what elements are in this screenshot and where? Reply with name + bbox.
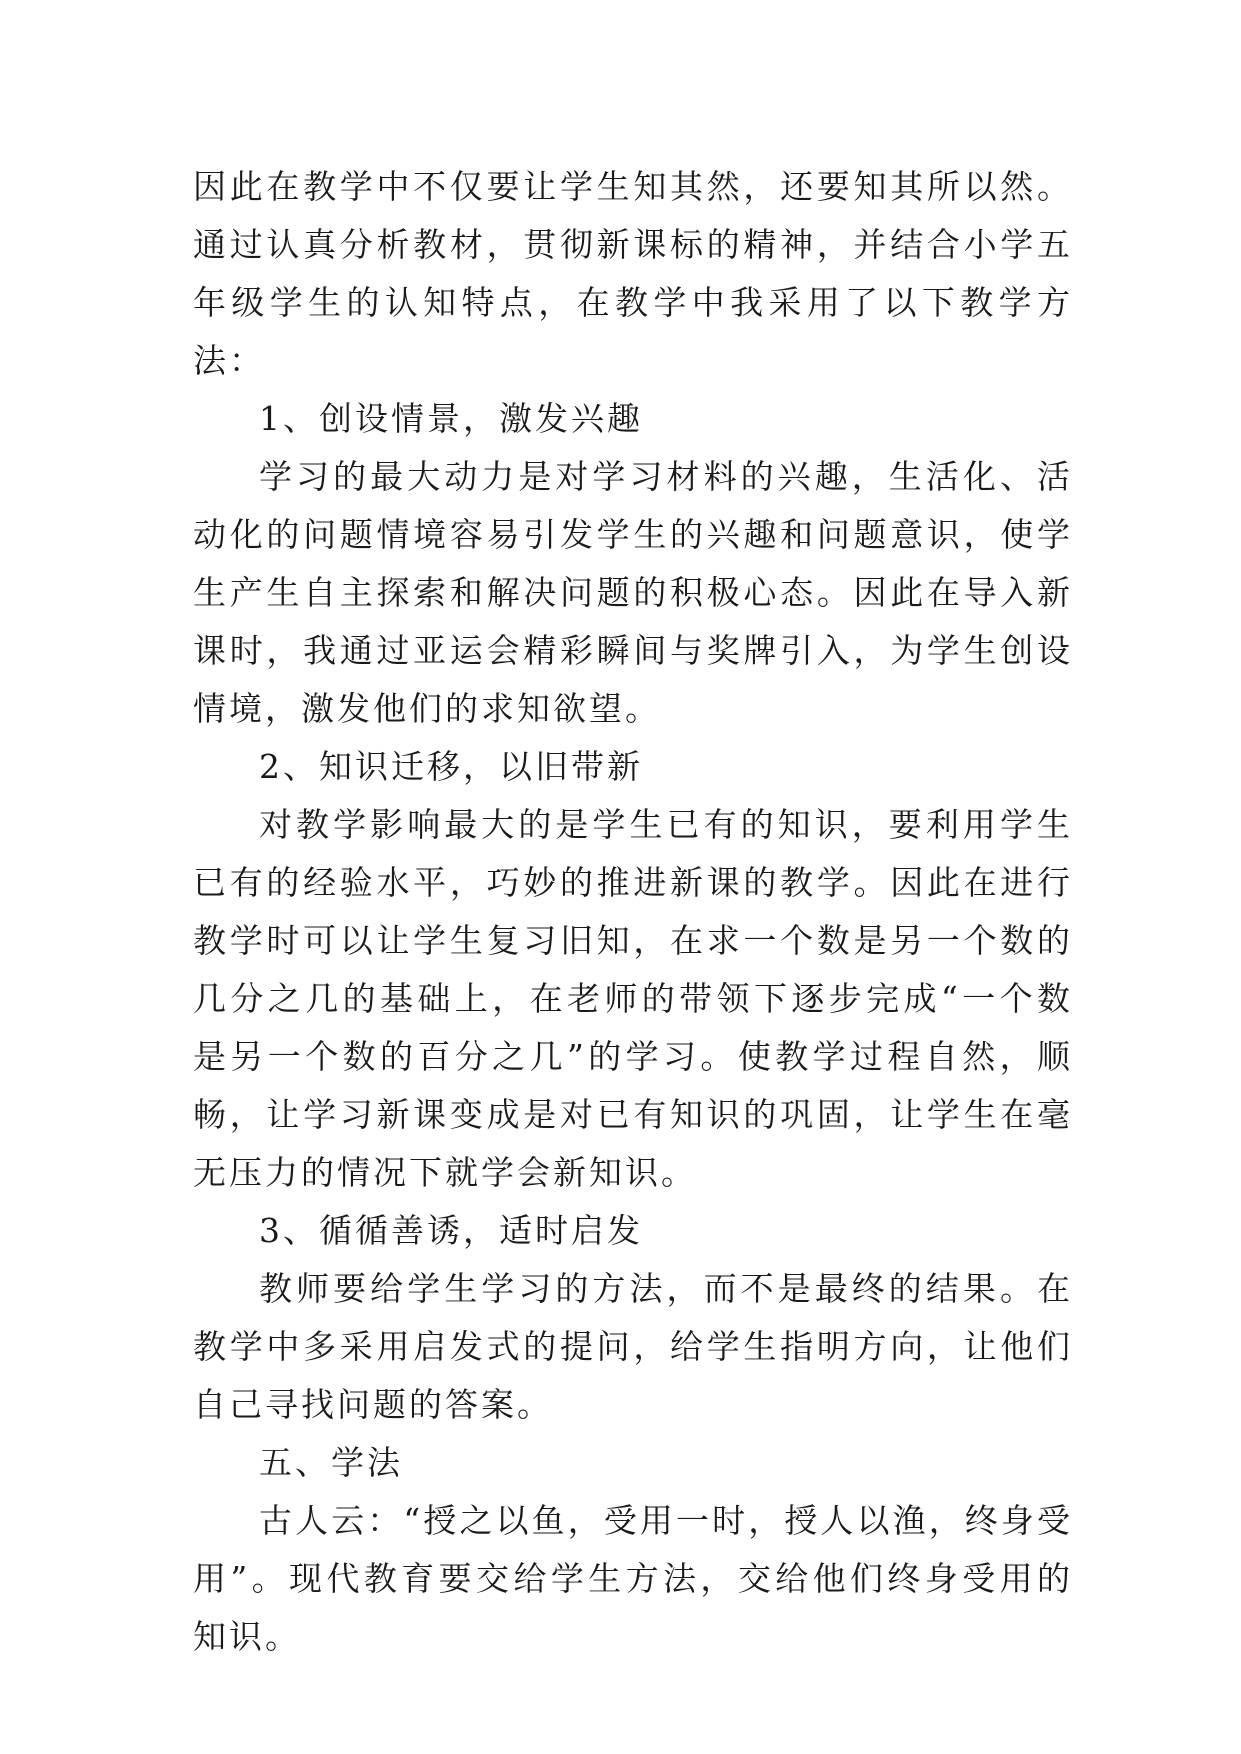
paragraph-study-method: 古人云：“授之以鱼，受用一时，授人以渔，终身受用”。现代教育要交给学生方法，交给他们终身受用的知识。 [193,1501,1073,1656]
heading-method-2: 2、知识迁移，以旧带新 [259,747,643,786]
paragraph-method-2: 对教学影响最大的是学生已有的知识，要利用学生已有的经验水平，巧妙的推进新课的教学。因此在进行教学时可以让学生复习旧知，在求一个数是另一个数的几分之几的基础上，在老师的带领下逐步完成“一个数是另一个数的百分之几”的学习。使教学过程自然，顺畅，让学习新课变成是对已有知识的巩固，让学生在毫无压力的情况下就学会新知识。 [193,805,1073,1192]
document-body [193,158,1073,1666]
heading-method-1: 1、创设情景，激发兴趣 [259,399,643,438]
paragraph-intro: 因此在教学中不仅要让学生知其然，还要知其所以然。通过认真分析教材，贯彻新课标的精神，并结合小学五年级学生的认知特点，在教学中我采用了以下教学方法： [193,167,1073,380]
section-heading-study-method: 五、学法 [259,1443,403,1482]
paragraph-method-1: 学习的最大动力是对学习材料的兴趣，生活化、活动化的问题情境容易引发学生的兴趣和问题意识，使学生产生自主探索和解决问题的积极心态。因此在导入新课时，我通过亚运会精彩瞬间与奖牌引入，为学生创设情境，激发他们的求知欲望。 [193,457,1073,728]
heading-method-3: 3、循循善诱，适时启发 [259,1211,643,1250]
paragraph-method-3: 教师要给学生学习的方法，而不是最终的结果。在教学中多采用启发式的提问，给学生指明方向，让他们自己寻找问题的答案。 [193,1269,1073,1424]
